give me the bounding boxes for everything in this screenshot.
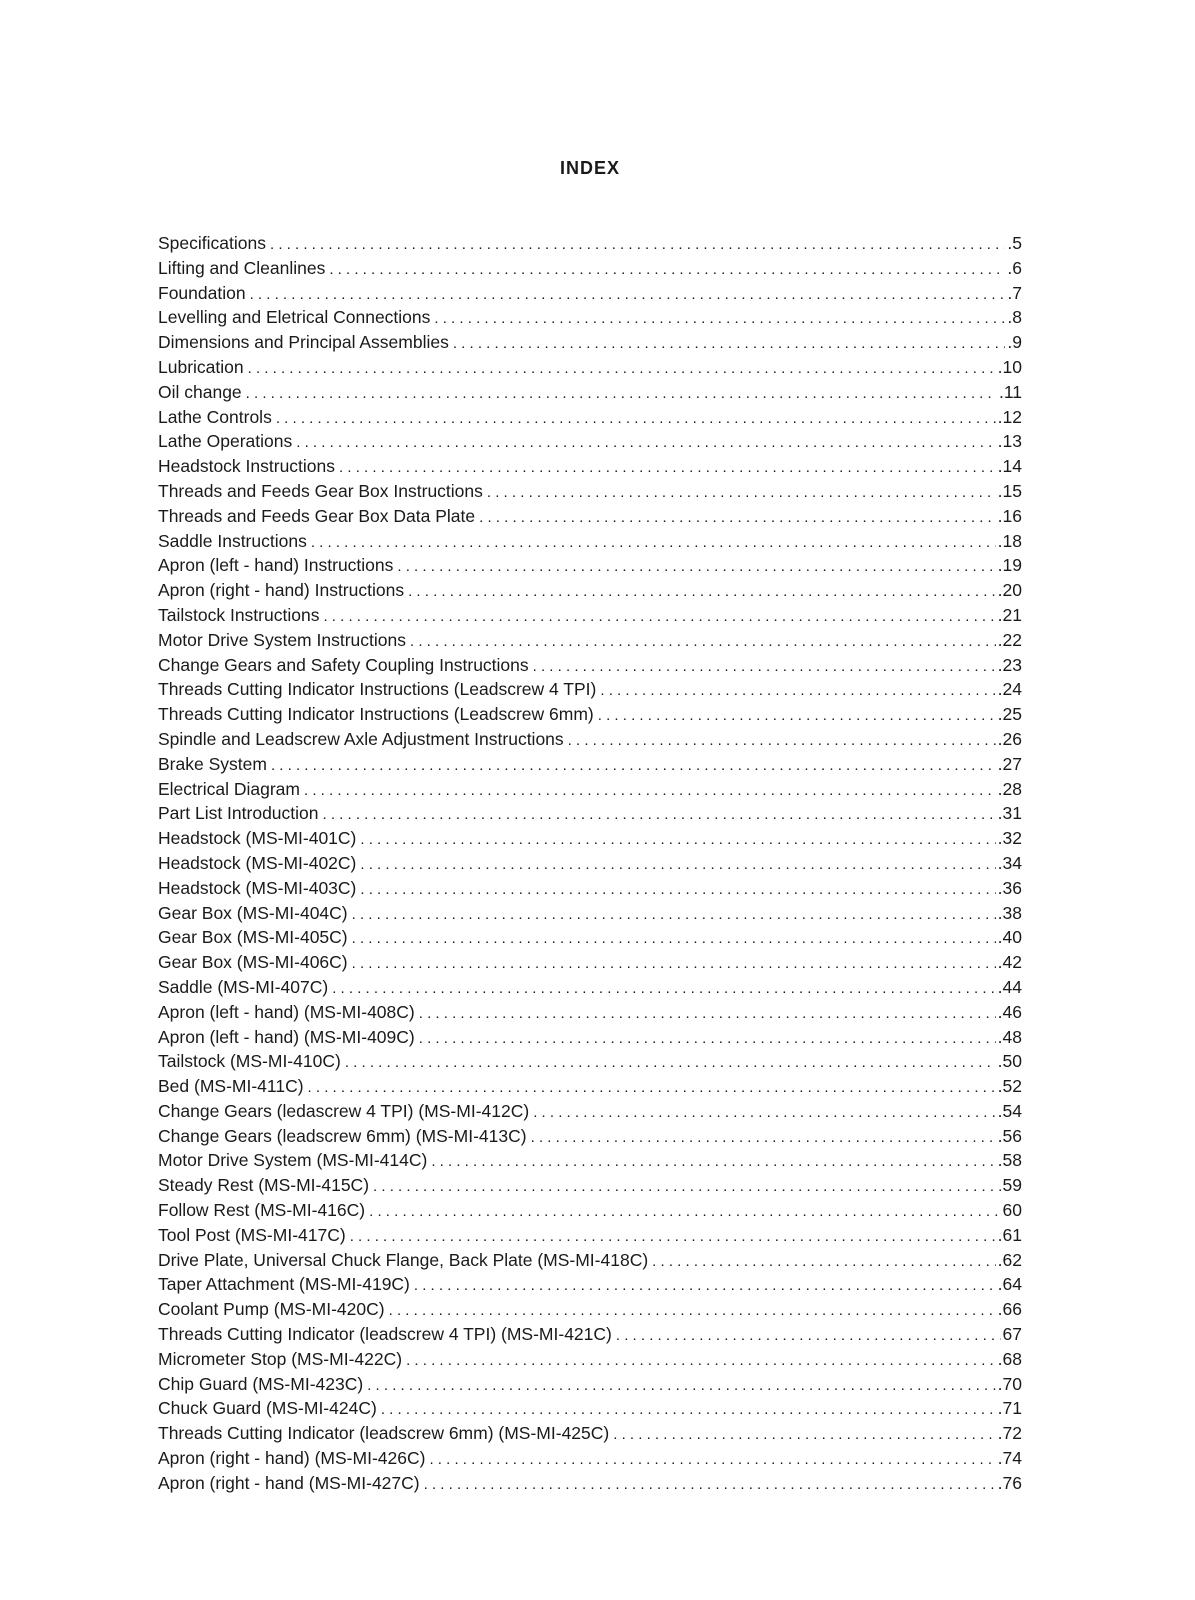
entry-title: Oil change [158,381,242,402]
entry-page-number: .42 [997,952,1022,973]
entry-title: Change Gears (leadscrew 6mm) (MS-MI-413C) [158,1125,527,1146]
entry-page-number: .21 [997,604,1022,625]
entry-title: Apron (right - hand) Instructions [158,580,405,601]
dot-leader [308,1076,996,1101]
entry-page-number: .23 [997,654,1022,675]
dot-leader [410,630,996,655]
dot-leader [352,927,996,952]
dot-leader [352,903,996,928]
entry-page-number: .7 [1007,282,1022,303]
entry-page-number: .25 [997,704,1022,725]
entry-page-number: .68 [997,1348,1022,1369]
entry-title: Lathe Operations [158,431,293,452]
index-entry [158,752,1022,777]
entry-title: Lifting and Cleanlines [158,257,326,278]
entry-page-number: .56 [997,1125,1022,1146]
entry-page-number: .20 [997,580,1022,601]
entry-page-number: .44 [997,976,1022,997]
dot-leader [270,233,1005,258]
dot-leader [389,1299,996,1324]
dot-leader [246,382,997,407]
dot-leader [533,655,996,680]
index-entry [158,1471,1022,1496]
entry-page-number: .71 [997,1398,1022,1419]
entry-page-number: .6 [1007,257,1022,278]
entry-title: Bed (MS-MI-411C) [158,1076,304,1097]
entry-page-number: .64 [997,1274,1022,1295]
dot-leader [345,1051,996,1076]
index-entry [158,1322,1022,1347]
entry-title: Chuck Guard (MS-MI-424C) [158,1398,377,1419]
index-entry [158,529,1022,554]
entry-title: Headstock (MS-MI-401C) [158,828,357,849]
dot-leader [311,531,996,556]
index-entry [158,777,1022,802]
index-entry [158,1049,1022,1074]
dot-leader [248,357,996,382]
entry-title: Lathe Controls [158,406,272,427]
dot-leader [381,1398,996,1423]
index-entry [158,1074,1022,1099]
entry-title: Taper Attachment (MS-MI-419C) [158,1274,410,1295]
index-entry [158,950,1022,975]
entry-page-number: .5 [1007,233,1022,253]
entry-title: Levelling and Eletrical Connections [158,307,431,328]
entry-page-number: .38 [997,902,1022,923]
index-entry [158,975,1022,1000]
entry-page-number: .32 [997,828,1022,849]
index-entry [158,429,1022,454]
entry-title: Foundation [158,282,246,303]
entry-title: Threads Cutting Indicator (leadscrew 4 TPI) (MS-MI-421C) [158,1324,612,1345]
dot-leader [419,1027,996,1052]
dot-leader [613,1423,995,1448]
index-entry [158,1272,1022,1297]
entry-title: Apron (left - hand) (MS-MI-408C) [158,1001,415,1022]
entry-title: Coolant Pump (MS-MI-420C) [158,1299,385,1320]
index-entry [158,1173,1022,1198]
dot-leader [360,828,995,853]
index-entry [158,454,1022,479]
dot-leader [332,977,995,1002]
entry-title: Specifications [158,233,266,253]
entry-title: Apron (left - hand) Instructions [158,555,394,576]
entry-title: Tool Post (MS-MI-417C) [158,1224,346,1245]
entry-title: Headstock Instructions [158,456,336,477]
entry-page-number: .46 [997,1001,1022,1022]
index-entry [158,628,1022,653]
index-entry [158,851,1022,876]
entry-page-number: .62 [997,1249,1022,1270]
index-entry [158,479,1022,504]
dot-leader [360,853,995,878]
index-entry [158,405,1022,430]
index-entry [158,1372,1022,1397]
dot-leader [304,779,996,804]
dot-leader [600,679,995,704]
dot-leader [271,754,996,779]
entry-page-number: .12 [997,406,1022,427]
dot-leader [598,704,996,729]
index-entry [158,1421,1022,1446]
dot-leader [397,555,995,580]
entry-page-number: .10 [997,356,1022,377]
index-entry [158,702,1022,727]
dot-leader [369,1200,1000,1225]
dot-leader [350,1225,996,1250]
index-entry [158,1248,1022,1273]
page-title: INDEX [559,158,620,178]
entry-title: Apron (right - hand) (MS-MI-426C) [158,1448,426,1469]
index-list [158,231,1022,1496]
entry-page-number: 60 [1002,1200,1022,1221]
dot-leader [424,1473,996,1498]
entry-title: Brake System [158,753,267,774]
index-entry [158,1148,1022,1173]
entry-page-number: .19 [997,555,1022,576]
entry-page-number: .50 [997,1051,1022,1072]
index-entry [158,256,1022,281]
dot-leader [616,1324,1001,1349]
entry-page-number: .61 [997,1224,1022,1245]
entry-page-number: 59 [1002,1175,1022,1196]
entry-title: Threads Cutting Indicator Instructions (Leadscrew 4 TPI) [158,679,597,700]
dot-leader [453,332,1006,357]
index-entry [158,876,1022,901]
entry-title: Motor Drive System (MS-MI-414C) [158,1150,428,1171]
index-entry [158,1198,1022,1223]
dot-leader [414,1274,996,1299]
dot-leader [339,456,996,481]
entry-title: Micrometer Stop (MS-MI-422C) [158,1348,403,1369]
entry-title: Lubrication [158,356,244,377]
index-entry [158,380,1022,405]
dot-leader [406,1349,996,1374]
entry-page-number: .58 [997,1150,1022,1171]
entry-page-number: .74 [997,1448,1022,1469]
index-entry [158,281,1022,306]
dot-leader [431,1150,995,1175]
dot-leader [373,1175,1001,1200]
index-entry [158,1099,1022,1124]
entry-title: Motor Drive System Instructions [158,629,406,650]
index-entry [158,1223,1022,1248]
entry-title: Gear Box (MS-MI-404C) [158,902,348,923]
entry-title: Tailstock (MS-MI-410C) [158,1051,341,1072]
index-entry [158,653,1022,678]
index-entry [158,1000,1022,1025]
entry-title: Threads and Feeds Gear Box Instructions [158,480,483,501]
dot-leader [419,1002,996,1027]
entry-title: Electrical Diagram [158,778,300,799]
entry-page-number: .27 [997,753,1022,774]
dot-leader [568,729,996,754]
dot-leader [531,1126,996,1151]
entry-title: Headstock (MS-MI-402C) [158,852,357,873]
entry-title: Gear Box (MS-MI-406C) [158,952,348,973]
index-entry [158,677,1022,702]
index-entry [158,901,1022,926]
entry-page-number: .34 [997,852,1022,873]
dot-leader [429,1448,995,1473]
dot-leader [250,283,1006,308]
entry-page-number: .31 [997,803,1022,824]
entry-title: Headstock (MS-MI-403C) [158,877,357,898]
entry-page-number: .72 [997,1423,1022,1444]
index-entry [158,1297,1022,1322]
entry-page-number: .28 [997,778,1022,799]
dot-leader [487,481,996,506]
index-entry [158,1396,1022,1421]
dot-leader [367,1374,995,1399]
entry-title: Chip Guard (MS-MI-423C) [158,1373,364,1394]
index-entry [158,504,1022,529]
entry-title: Apron (left - hand) (MS-MI-409C) [158,1026,415,1047]
dot-leader [434,307,1005,332]
entry-title: Tailstock Instructions [158,604,320,625]
index-entry [158,231,1022,256]
dot-leader [296,431,995,456]
entry-page-number: .11 [998,381,1022,402]
entry-page-number: .36 [997,877,1022,898]
entry-page-number: .15 [997,480,1022,501]
index-entry [158,355,1022,380]
entry-page-number: .8 [1007,307,1022,328]
entry-title: Steady Rest (MS-MI-415C) [158,1175,370,1196]
entry-title: Change Gears and Safety Coupling Instructions [158,654,529,675]
index-entry [158,1025,1022,1050]
entry-page-number: .24 [997,679,1022,700]
dot-leader [323,803,996,828]
entry-title: Part List Introduction [158,803,319,824]
entry-page-number: .48 [997,1026,1022,1047]
dot-leader [408,580,996,605]
dot-leader [329,258,1005,283]
entry-page-number: .54 [997,1100,1022,1121]
entry-page-number: .18 [997,530,1022,551]
index-entry [158,553,1022,578]
index-entry [158,727,1022,752]
entry-title: Saddle (MS-MI-407C) [158,976,329,997]
dot-leader [276,407,996,432]
entry-page-number: .14 [997,456,1022,477]
entry-page-number: .16 [997,505,1022,526]
entry-page-number: .9 [1007,332,1022,353]
entry-page-number: .13 [997,431,1022,452]
entry-title: Dimensions and Principal Assemblies [158,332,449,353]
entry-page-number: .22 [997,629,1022,650]
entry-title: Follow Rest (MS-MI-416C) [158,1200,366,1221]
entry-title: Spindle and Leadscrew Axle Adjustment Instructions [158,728,564,749]
entry-page-number: 67 [1002,1324,1022,1345]
entry-page-number: .66 [997,1299,1022,1320]
index-entry [158,826,1022,851]
entry-title: Drive Plate, Universal Chuck Flange, Back Plate (MS-MI-418C) [158,1249,649,1270]
index-entry [158,603,1022,628]
entry-title: Threads and Feeds Gear Box Data Plate [158,505,476,526]
dot-leader [352,952,996,977]
index-entry [158,925,1022,950]
dot-leader [652,1250,996,1275]
index-entry [158,801,1022,826]
index-entry [158,1347,1022,1372]
entry-page-number: .76 [997,1472,1022,1493]
index-entry [158,578,1022,603]
index-entry [158,1124,1022,1149]
entry-page-number: .26 [997,728,1022,749]
index-entry [158,1446,1022,1471]
dot-leader [323,605,995,630]
entry-title: Saddle Instructions [158,530,307,551]
index-entry [158,305,1022,330]
dot-leader [479,506,996,531]
entry-title: Threads Cutting Indicator Instructions (Leadscrew 6mm) [158,704,594,725]
entry-title: Gear Box (MS-MI-405C) [158,927,348,948]
entry-page-number: .40 [997,927,1022,948]
entry-page-number: .52 [997,1076,1022,1097]
entry-title: Apron (right - hand (MS-MI-427C) [158,1472,420,1493]
dot-leader [533,1101,995,1126]
entry-page-number: .70 [997,1373,1022,1394]
index-entry [158,330,1022,355]
entry-title: Change Gears (ledascrew 4 TPI) (MS-MI-412C) [158,1100,530,1121]
entry-title: Threads Cutting Indicator (leadscrew 6mm) (MS-MI-425C) [158,1423,610,1444]
dot-leader [360,878,995,903]
